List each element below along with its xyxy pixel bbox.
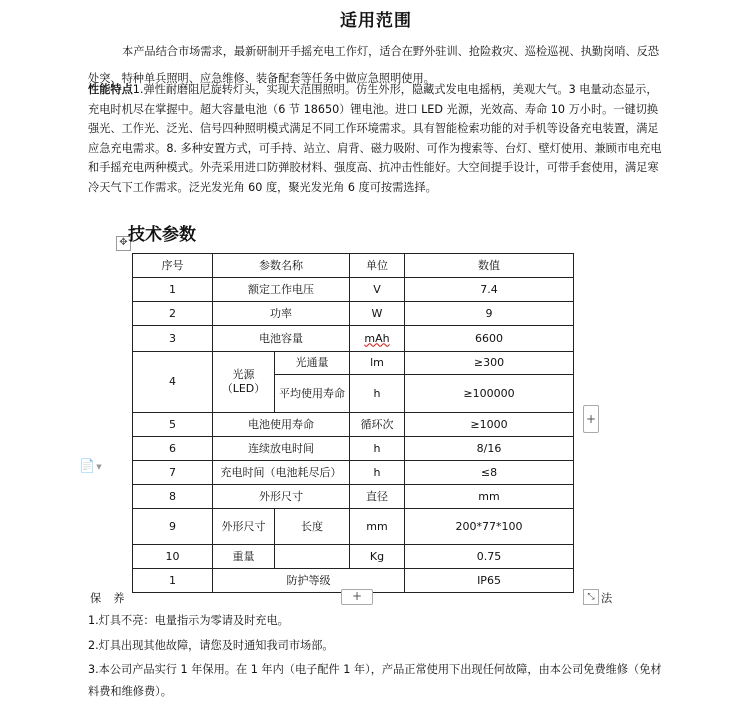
header-value: 数值	[405, 254, 574, 278]
document-icon[interactable]: 📄▼	[79, 459, 102, 474]
row-unit: h	[350, 437, 405, 461]
row-param: 充电时间（电池耗尽后）	[213, 461, 350, 485]
row-unit: 直径	[350, 485, 405, 509]
add-row-plus-icon[interactable]: +	[341, 589, 373, 605]
row-no: 4	[133, 352, 213, 413]
table-row	[133, 461, 574, 485]
row-group: 光源（LED）	[213, 352, 275, 413]
features-label: 性能特点	[88, 83, 133, 96]
row-param: 光通量	[275, 352, 350, 375]
row-group: 外形尺寸	[213, 509, 275, 545]
row-param: 重量	[213, 545, 275, 569]
spellcheck-word: mAh	[364, 331, 390, 345]
row-unit: mm	[350, 509, 405, 545]
note-line-3: 3.本公司产品实行 1 年保用。在 1 年内（电子配件 1 年），产品正常使用下出现任何故障，由本公司免费维修（免材料费和维修费）。	[88, 663, 662, 698]
row-unit: lm	[350, 352, 405, 375]
table-row	[133, 485, 574, 509]
row-unit: 循环次	[350, 413, 405, 437]
row-value: ≥100000	[405, 375, 574, 413]
row-no: 3	[133, 326, 213, 352]
empty-cell	[275, 545, 350, 569]
method-label: 法	[601, 592, 613, 605]
page-title: 适用范围	[340, 11, 412, 31]
row-value: 0.75	[405, 545, 574, 569]
row-no: 8	[133, 485, 213, 509]
row-param: 额定工作电压	[213, 278, 350, 302]
row-param: 电池使用寿命	[213, 413, 350, 437]
table-row	[133, 437, 574, 461]
row-param: 连续放电时间	[213, 437, 350, 461]
row-param: 电池容量	[213, 326, 350, 352]
row-param: 平均使用寿命	[275, 375, 350, 413]
row-unit: Kg	[350, 545, 405, 569]
row-no: 7	[133, 461, 213, 485]
table-row	[133, 352, 574, 375]
resize-icon[interactable]: ⤡	[583, 589, 599, 605]
row-unit: h	[350, 375, 405, 413]
table-row	[133, 278, 574, 302]
intro-paragraph: 本产品结合市场需求，最新研制开手摇充电工作灯，适合在野外驻训、抢险救灾、巡检巡视、执勤岗哨、反恐处突、特种单兵照明、应急维修、装备配套等任务中做应急照明使用。	[88, 45, 660, 85]
table-row	[133, 413, 574, 437]
features-text: 1.弹性耐磨阻尼旋转灯头，实现大范围照明。仿生外形，隐藏式发电电摇柄，美观大气。3 电量动态显示，充电时机尽在掌握中。超大容量电池（6 节 18650）锂电池。进口 LED 光源，光效高、寿命 10 万小时。一键切换强光、工作光、泛光、信号四种照明模式满足不同工作环境需求。具有智能检索功能的对手机等设备充电装置，满足应急充电需求。8. 多种安置方式，可手持、站立、肩背、磁力吸附、可作为搜索等、台灯、壁灯使用、兼顾市电充电和手摇充电两种模式。外壳采用进口防弹胶材料、强度高、抗冲击性能好。大空间提手设计，可带手套使用，满足寒冷天气下工作需求。泛光发光角 60 度，聚光发光角 6 度可按需选择。	[88, 83, 662, 194]
row-param: 长度	[275, 509, 350, 545]
features-paragraph	[88, 80, 663, 197]
row-no: 6	[133, 437, 213, 461]
row-value: IP65	[405, 569, 574, 593]
row-value: ≥1000	[405, 413, 574, 437]
row-param: 外形尺寸	[213, 485, 350, 509]
table-move-handle-icon[interactable]: ✥	[116, 236, 131, 251]
row-value: 6600	[405, 326, 574, 352]
warranty-label: 保养	[90, 592, 137, 605]
row-no: 5	[133, 413, 213, 437]
table-row	[133, 545, 574, 569]
row-no: 10	[133, 545, 213, 569]
spec-table	[132, 253, 574, 593]
header-unit: 单位	[350, 254, 405, 278]
header-no: 序号	[133, 254, 213, 278]
row-param: 防护等级	[213, 569, 405, 593]
header-param: 参数名称	[213, 254, 350, 278]
table-row	[133, 509, 574, 545]
row-value: ≥300	[405, 352, 574, 375]
row-no: 1	[133, 569, 213, 593]
row-value: 7.4	[405, 278, 574, 302]
row-unit: V	[350, 278, 405, 302]
table-header-row	[133, 254, 574, 278]
add-column-plus-icon[interactable]: +	[583, 405, 599, 433]
table-row	[133, 302, 574, 326]
table-row	[133, 326, 574, 352]
row-param: 功率	[213, 302, 350, 326]
row-value: 8/16	[405, 437, 574, 461]
spec-heading: 技术参数	[128, 225, 196, 245]
row-no: 2	[133, 302, 213, 326]
note-line-2: 2.灯具出现其他故障，请您及时通知我司市场部。	[88, 639, 334, 652]
row-value: ≤8	[405, 461, 574, 485]
row-unit: h	[350, 461, 405, 485]
row-no: 1	[133, 278, 213, 302]
note-line-1: 1.灯具不亮：电量指示为零请及时充电。	[88, 614, 289, 627]
row-value: mm	[405, 485, 574, 509]
row-unit: W	[350, 302, 405, 326]
row-value: 200*77*100	[405, 509, 574, 545]
chevron-down-icon[interactable]: ▼	[96, 462, 102, 471]
row-value: 9	[405, 302, 574, 326]
row-no: 9	[133, 509, 213, 545]
row-unit	[350, 326, 405, 352]
